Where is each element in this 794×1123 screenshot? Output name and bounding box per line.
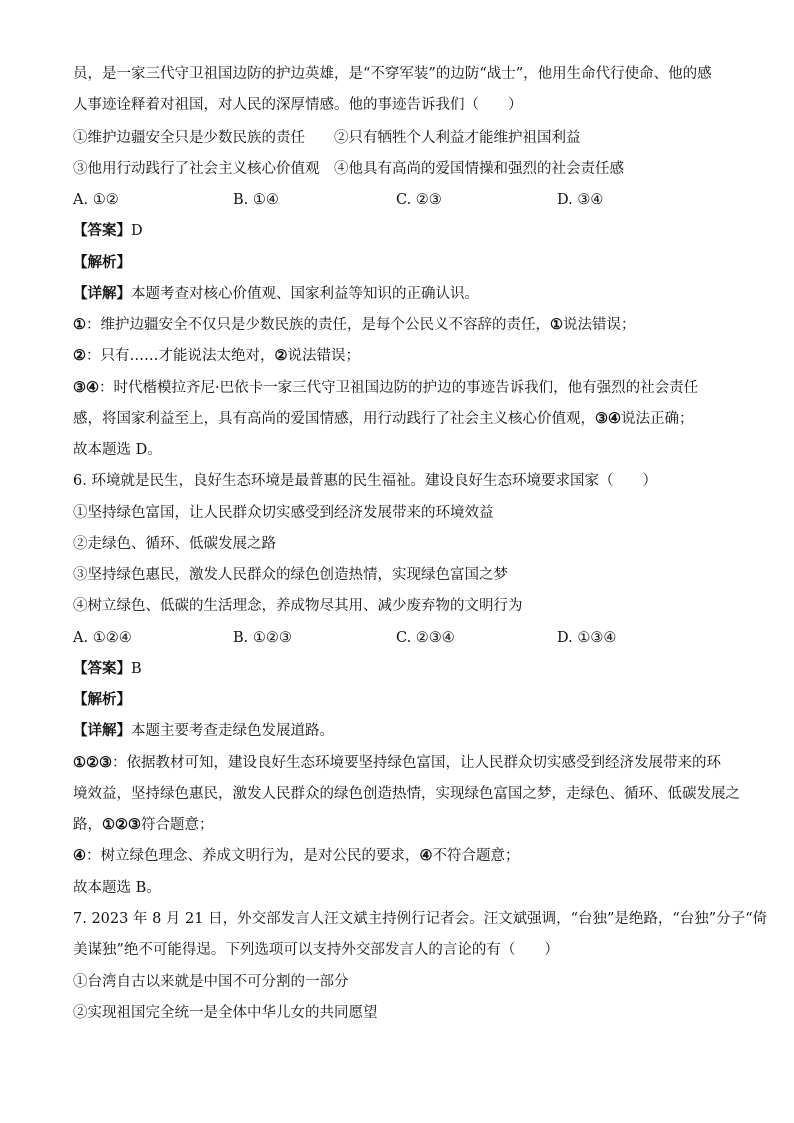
q6-option-d: D. ①③④ xyxy=(557,630,617,646)
q7-stem-line-2: 美谋独”绝不可能得逞。下列选项可以支持外交部发言人的言论的有（ ） xyxy=(73,942,559,958)
answer-tag: 【答案】 xyxy=(73,660,131,677)
q6-option-c: C. ②③④ xyxy=(396,630,455,646)
q6-analysis-tag: 【解析】 xyxy=(73,691,131,708)
q5-analysis-point-2 xyxy=(73,346,360,366)
point-text: 不符合题意； xyxy=(432,848,520,864)
point-mark: ② xyxy=(274,347,288,364)
q6-option-b: B. ①②③ xyxy=(233,630,292,646)
q7-stem-line-1: 7. 2023 年 8 月 21 日，外交部发言人汪文斌主持例行记者会。汪文斌强调，“台独”是绝路，“台独”分子“倚 xyxy=(73,911,768,927)
point-text: 说法正确； xyxy=(621,411,694,427)
q5-statement-2: ②只有牺牲个人利益才能维护祖国利益 xyxy=(334,130,581,146)
q6-answer xyxy=(73,659,142,679)
point-mark: ④ xyxy=(73,847,86,864)
q5-option-a: A. ①② xyxy=(73,192,119,208)
point-mark: ①②③ xyxy=(73,754,112,771)
point-text: 感，将国家利益至上，具有高尚的爱国情感，用行动践行了社会主义核心价值观， xyxy=(73,411,595,427)
point-mark: ① xyxy=(550,316,563,333)
q5-analysis-tag: 【解析】 xyxy=(73,254,131,271)
point-text: 说法错误； xyxy=(563,317,636,333)
point-text: 符合题意； xyxy=(141,817,214,833)
q5-stem-line-1: 员，是一家三代守卫祖国边防的护边英雄，是“不穿军装”的边防“战士”，他用生命代行使命、他的感 xyxy=(73,66,712,82)
q6-analysis-point-1-line-2: 境效益，坚持绿色惠民，激发人民群众的绿色创造热情，实现绿色富国之梦，走绿色、循环、低碳发展之 xyxy=(73,786,740,802)
q5-answer xyxy=(73,221,143,241)
q6-statement-2: ②走绿色、循环、低碳发展之路 xyxy=(73,536,276,552)
answer-value: B xyxy=(131,661,142,677)
q5-analysis-point-3-line-2 xyxy=(73,409,694,429)
q6-analysis-point-2 xyxy=(73,846,520,866)
point-text: ：依据教材可知，建设良好生态环境要坚持绿色富国，让人民群众切实感受到经济发展带来的环 xyxy=(112,755,721,771)
q5-analysis-point-1 xyxy=(73,315,636,335)
q5-statement-3: ③他用行动践行了社会主义核心价值观 xyxy=(73,161,320,177)
q5-statement-1: ①维护边疆安全只是少数民族的责任 xyxy=(73,130,305,146)
point-mark: ③④ xyxy=(73,379,99,396)
q5-option-c: C. ②③ xyxy=(396,192,442,208)
point-mark: ③④ xyxy=(595,410,621,427)
q5-detail xyxy=(73,284,479,304)
detail-text: 本题主要考查走绿色发展道路。 xyxy=(131,723,334,739)
q5-stem-line-2: 人事迹诠释着对祖国，对人民的深厚情感。他的事迹告诉我们（ ） xyxy=(73,97,523,113)
q7-statement-1: ①台湾自古以来就是中国不可分割的一部分 xyxy=(73,974,349,990)
point-text: ：树立绿色理念、养成文明行为，是对公民的要求， xyxy=(86,848,420,864)
point-text: 说法错误； xyxy=(287,348,360,364)
q6-option-a: A. ①②④ xyxy=(73,630,132,646)
q6-statement-4: ④树立绿色、低碳的生活理念，养成物尽其用、减少废弃物的文明行为 xyxy=(73,598,523,614)
q6-statement-1: ①坚持绿色富国，让人民群众切实感受到经济发展带来的环境效益 xyxy=(73,505,494,521)
point-mark: ①②③ xyxy=(102,816,141,833)
point-text: ：维护边疆安全不仅只是少数民族的责任，是每个公民义不容辞的责任， xyxy=(86,317,550,333)
detail-tag: 【详解】 xyxy=(73,285,131,302)
q6-stem: 6. 环境就是民生，良好生态环境是最普惠的民生福祉。建设良好生态环境要求国家（ ） xyxy=(73,473,657,489)
q5-statement-4: ④他具有高尚的爱国情操和强烈的社会责任感 xyxy=(334,161,624,177)
point-mark: ② xyxy=(73,347,86,364)
q6-analysis-point-1-line-1 xyxy=(73,753,721,773)
q5-analysis-point-3-line-1 xyxy=(73,378,698,398)
q6-detail xyxy=(73,721,334,741)
point-text: ：时代楷模拉齐尼·巴依卡一家三代守卫祖国边防的护边的事迹告诉我们，他有强烈的社会责任 xyxy=(99,380,699,396)
detail-tag: 【详解】 xyxy=(73,722,131,739)
q5-conclusion: 故本题选 D。 xyxy=(73,442,162,458)
q6-statement-3: ③坚持绿色惠民，激发人民群众的绿色创造热情，实现绿色富国之梦 xyxy=(73,567,508,583)
point-text: 路， xyxy=(73,817,102,833)
q6-analysis-point-1-line-3 xyxy=(73,815,214,835)
answer-value: D xyxy=(131,223,143,239)
q5-option-b: B. ①④ xyxy=(233,192,279,208)
q7-statement-2: ②实现祖国完全统一是全体中华儿女的共同愿望 xyxy=(73,1005,378,1021)
point-text: ：只有……才能说法太绝对， xyxy=(86,348,275,364)
answer-tag: 【答案】 xyxy=(73,222,131,239)
point-mark: ④ xyxy=(419,847,433,864)
q6-conclusion: 故本题选 B。 xyxy=(73,880,161,896)
point-mark: ① xyxy=(73,316,86,333)
q5-option-d: D. ③④ xyxy=(557,192,604,208)
detail-text: 本题考查对核心价值观、国家利益等知识的正确认识。 xyxy=(131,286,479,302)
